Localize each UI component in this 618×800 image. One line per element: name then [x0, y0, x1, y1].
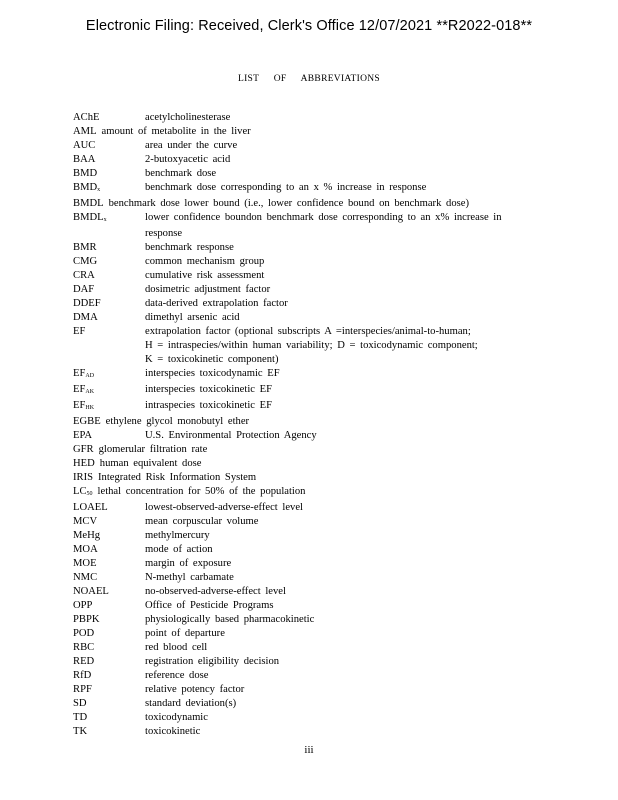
abbreviation-row [73, 515, 553, 529]
abbreviation-term [73, 111, 145, 125]
term-subscript: x [103, 217, 107, 223]
abbreviation-row [73, 255, 553, 269]
abbreviation-row [73, 241, 553, 255]
term-text: EF [73, 384, 86, 395]
abbreviation-row [73, 197, 553, 211]
term-text: TK [73, 726, 88, 737]
abbreviation-row [73, 443, 553, 457]
abbreviation-definition: lower confidence boundon benchmark dose corresponding to an x% increase in [145, 212, 502, 223]
term-text: EPA [73, 430, 93, 441]
term-text: GFR [73, 444, 94, 455]
abbreviation-term [73, 557, 145, 571]
abbreviation-term [73, 471, 93, 485]
term-subscript: AK [85, 389, 95, 395]
abbreviation-term [73, 443, 94, 457]
abbreviation-row [73, 557, 553, 571]
definition-continuation: response [145, 228, 183, 239]
abbreviation-term [73, 325, 145, 339]
abbreviation-definition: amount of metabolite in the liver [101, 126, 251, 137]
abbreviation-term [73, 415, 101, 429]
term-text: MCV [73, 516, 98, 527]
term-text: MOA [73, 544, 98, 555]
abbreviation-definition: benchmark dose corresponding to an x % increase in response [145, 182, 427, 193]
term-text: BMD [73, 182, 98, 193]
abbreviation-row [73, 429, 553, 443]
abbreviation-row [73, 111, 553, 125]
abbreviation-row [73, 529, 553, 543]
abbreviation-term [73, 655, 145, 669]
abbreviation-definition: registration eligibility decision [145, 656, 280, 667]
term-text: AChE [73, 112, 100, 123]
term-text: RfD [73, 670, 92, 681]
term-text: EF [73, 400, 86, 411]
abbreviation-row [73, 725, 553, 739]
term-text: EF [73, 326, 86, 337]
term-text: SD [73, 698, 87, 709]
abbreviation-row [73, 471, 553, 485]
abbreviation-definition: 2-butoxyacetic acid [145, 154, 231, 165]
abbreviation-term [73, 613, 145, 627]
abbreviation-definition: data-derived extrapolation factor [145, 298, 288, 309]
abbreviation-term [73, 125, 97, 139]
abbreviation-term [73, 585, 145, 599]
abbreviation-definition: intraspecies toxicokinetic EF [145, 400, 272, 411]
abbreviation-row [73, 711, 553, 725]
term-text: BMDL [73, 212, 104, 223]
term-text: BMR [73, 242, 97, 253]
abbreviation-row [73, 399, 553, 415]
abbreviation-term [73, 367, 145, 383]
term-text: BMDL [73, 198, 104, 209]
abbreviation-definition: methylmercury [145, 530, 210, 541]
abbreviation-definition: lowest-observed-adverse-effect level [145, 502, 303, 513]
abbreviation-definition: N-methyl carbamate [145, 572, 234, 583]
term-text: TD [73, 712, 88, 723]
term-text: EF [73, 368, 86, 379]
abbreviation-row [73, 269, 553, 283]
abbreviation-definition: benchmark response [145, 242, 234, 253]
abbreviation-term [73, 241, 145, 255]
term-text: DMA [73, 312, 98, 323]
term-subscript: AD [85, 373, 95, 379]
abbreviation-term [73, 501, 145, 515]
abbreviation-term [73, 211, 145, 227]
abbreviation-definition: U.S. Environmental Protection Agency [145, 430, 317, 441]
term-text: MOE [73, 558, 97, 569]
abbreviation-row [73, 669, 553, 683]
term-text: RBC [73, 642, 95, 653]
abbreviation-definition: standard deviation(s) [145, 698, 237, 709]
abbreviation-definition: interspecies toxicokinetic EF [145, 384, 272, 395]
abbreviation-row [73, 139, 553, 153]
abbreviation-term [73, 683, 145, 697]
abbreviation-term [73, 311, 145, 325]
abbreviation-definition: acetylcholinesterase [145, 112, 231, 123]
page-number: iii [304, 744, 314, 756]
term-text: CRA [73, 270, 95, 281]
abbreviation-term [73, 697, 145, 711]
abbreviation-term [73, 153, 145, 167]
abbreviation-row [73, 181, 553, 197]
term-text: RED [73, 656, 95, 667]
abbreviation-term [73, 627, 145, 641]
abbreviation-term [73, 725, 145, 739]
abbreviation-definition: physiologically based pharmacokinetic [145, 614, 315, 625]
abbreviation-row [73, 697, 553, 711]
abbreviation-term [73, 181, 145, 197]
abbreviation-row [73, 485, 553, 501]
abbreviation-term [73, 383, 145, 399]
page-title: LIST OF ABBREVIATIONS [237, 74, 381, 84]
abbreviation-row [73, 297, 553, 311]
abbreviation-row [73, 627, 553, 641]
term-text: BAA [73, 154, 96, 165]
term-subscript: x [97, 187, 101, 193]
abbreviation-definition: Integrated Risk Information System [98, 472, 257, 483]
abbreviation-definition: extrapolation factor (optional subscripts A =interspecies/animal-to-human; [145, 326, 471, 337]
abbreviation-row [73, 383, 553, 399]
abbreviation-term [73, 669, 145, 683]
term-text: AUC [73, 140, 96, 151]
abbreviation-row [73, 153, 553, 167]
abbreviation-list [73, 111, 553, 739]
term-text: EGBE [73, 416, 101, 427]
term-text: MeHg [73, 530, 101, 541]
abbreviation-definition: benchmark dose lower bound (i.e., lower confidence bound on benchmark dose) [108, 198, 469, 209]
abbreviation-term [73, 399, 145, 415]
term-text: OPP [73, 600, 93, 611]
term-subscript: 50 [86, 491, 93, 497]
abbreviation-definition: benchmark dose [145, 168, 217, 179]
term-text: HED [73, 458, 95, 469]
abbreviation-row [73, 415, 553, 429]
term-text: LOAEL [73, 502, 108, 513]
abbreviation-definition: red blood cell [145, 642, 208, 653]
term-text: AML [73, 126, 97, 137]
abbreviation-row [73, 167, 553, 181]
abbreviation-definition: cumulative risk assessment [145, 270, 265, 281]
abbreviation-term [73, 429, 145, 443]
abbreviation-definition: relative potency factor [145, 684, 245, 695]
abbreviation-row [73, 501, 553, 515]
abbreviation-term [73, 485, 93, 501]
term-text: IRIS [73, 472, 94, 483]
abbreviation-row [73, 571, 553, 585]
term-text: NOAEL [73, 586, 109, 597]
abbreviation-definition: area under the curve [145, 140, 238, 151]
term-text: DDEF [73, 298, 101, 309]
abbreviation-definition: dosimetric adjustment factor [145, 284, 271, 295]
abbreviation-term [73, 641, 145, 655]
abbreviation-row [73, 211, 553, 227]
abbreviation-definition: Office of Pesticide Programs [145, 600, 274, 611]
abbreviation-term [73, 255, 145, 269]
abbreviation-term [73, 543, 145, 557]
abbreviation-term [73, 167, 145, 181]
abbreviation-term [73, 283, 145, 297]
abbreviation-definition: lethal concentration for 50% of the population [97, 486, 306, 497]
abbreviation-row [73, 683, 553, 697]
abbreviation-definition: mode of action [145, 544, 213, 555]
term-text: RPF [73, 684, 92, 695]
definition-continuation: K = toxicokinetic component) [145, 354, 279, 365]
abbreviation-row [73, 367, 553, 383]
abbreviation-term [73, 269, 145, 283]
abbreviation-definition: dimethyl arsenic acid [145, 312, 240, 323]
abbreviation-row [73, 599, 553, 613]
abbreviation-definition: interspecies toxicodynamic EF [145, 368, 280, 379]
abbreviation-term [73, 139, 145, 153]
abbreviation-row [73, 613, 553, 627]
abbreviation-definition: ethylene glycol monobutyl ether [105, 416, 250, 427]
term-text: NMC [73, 572, 98, 583]
abbreviation-term [73, 297, 145, 311]
abbreviation-term [73, 571, 145, 585]
abbreviation-definition: mean corpuscular volume [145, 516, 259, 527]
abbreviation-row [73, 311, 553, 325]
abbreviation-definition: point of departure [145, 628, 225, 639]
abbreviation-row [73, 457, 553, 471]
abbreviation-definition: toxicodynamic [145, 712, 208, 723]
abbreviation-row [73, 585, 553, 599]
abbreviation-row [73, 543, 553, 557]
term-text: CMG [73, 256, 98, 267]
term-text: LC [73, 486, 87, 497]
abbreviation-definition: reference dose [145, 670, 209, 681]
abbreviation-row [73, 325, 553, 339]
abbreviation-term [73, 529, 145, 543]
term-text: DAF [73, 284, 95, 295]
abbreviation-row [73, 283, 553, 297]
abbreviation-definition: margin of exposure [145, 558, 232, 569]
term-text: BMD [73, 168, 98, 179]
abbreviation-term [73, 599, 145, 613]
abbreviation-definition: glomerular filtration rate [98, 444, 208, 455]
abbreviation-definition: human equivalent dose [99, 458, 202, 469]
abbreviation-term [73, 515, 145, 529]
abbreviation-row [73, 125, 553, 139]
abbreviation-term [73, 457, 95, 471]
filing-header: Electronic Filing: Received, Clerk's Office 12/07/2021 **R2022-018** [85, 18, 533, 34]
term-text: PBPK [73, 614, 100, 625]
abbreviation-row [73, 655, 553, 669]
term-text: POD [73, 628, 95, 639]
abbreviation-term [73, 711, 145, 725]
abbreviation-term [73, 197, 104, 211]
definition-continuation: H = intraspecies/within human variability; D = toxicodynamic component; [145, 340, 478, 351]
abbreviation-row [73, 641, 553, 655]
term-subscript: HK [85, 405, 95, 411]
abbreviation-definition: no-observed-adverse-effect level [145, 586, 286, 597]
abbreviation-definition: common mechanism group [145, 256, 265, 267]
abbreviation-definition: toxicokinetic [145, 726, 201, 737]
